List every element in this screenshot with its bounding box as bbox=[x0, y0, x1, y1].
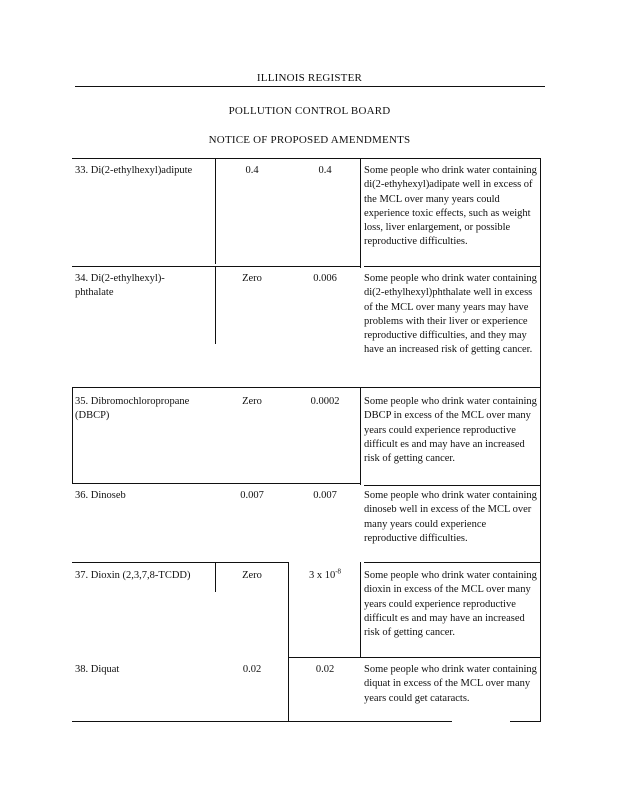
health-effect-text: Some people who drink water containing dioxin in excess of the MCL over many years could experience reproductive difficult es and may have an increased risk of getting cancer. bbox=[364, 570, 537, 639]
mclg-value: Zero bbox=[242, 570, 262, 581]
mclg-value: 0.4 bbox=[245, 165, 259, 176]
contaminant-name: 37. Dioxin (2,3,7,8-TCDD) bbox=[75, 570, 191, 581]
table-left-edge bbox=[72, 387, 73, 483]
row-divider bbox=[72, 483, 360, 484]
table-right-edge bbox=[540, 158, 541, 722]
mcl-value: 0.4 bbox=[318, 165, 332, 176]
row-divider bbox=[72, 387, 540, 388]
header-rule bbox=[75, 86, 545, 87]
mcl-value: 0.006 bbox=[313, 273, 337, 284]
health-effect-text: Some people who drink water containing DBCP in excess of the MCL over many years could experience reproductive difficult es and may have an increased risk of getting cancer. bbox=[364, 396, 537, 465]
notice-title: NOTICE OF PROPOSED AMENDMENTS bbox=[208, 134, 411, 146]
row-divider bbox=[364, 562, 540, 563]
mclg-value: Zero bbox=[242, 273, 262, 284]
contaminant-name: 33. Di(2-ethylhexyl)adipute bbox=[75, 165, 193, 176]
table-bottom-rule bbox=[72, 721, 452, 722]
mclg-value: 0.02 bbox=[242, 664, 262, 675]
row-divider bbox=[364, 485, 540, 486]
contaminant-name: 35. Dibromochloropropane (DBCP) bbox=[75, 396, 190, 422]
health-effect-text: Some people who drink water containing diquat in excess of the MCL over many years could get cataracts. bbox=[364, 664, 537, 704]
row-divider bbox=[72, 266, 360, 267]
row-divider bbox=[72, 562, 288, 563]
contaminant-name: 38. Diquat bbox=[75, 664, 120, 675]
mcl-value: 0.0002 bbox=[310, 396, 340, 407]
health-effect-text: Some people who drink water containing dinoseb well in excess of the MCL over many years could experience reproductive difficulties. bbox=[364, 490, 537, 544]
mclg-value: Zero bbox=[242, 396, 262, 407]
mcl-base: 3 x 10 bbox=[308, 570, 336, 581]
mcl-value: 0.02 bbox=[315, 664, 335, 675]
health-effect-text: Some people who drink water containing di(2-ethyhexyl)adipate well in excess of the MCL over many years could experience toxic effects, such as weight loss, liver enlargement, or possible reproductive difficulties. bbox=[364, 165, 537, 248]
table-bottom-rule bbox=[510, 721, 540, 722]
row-divider bbox=[364, 266, 540, 267]
mcl-exponent: -8 bbox=[335, 567, 342, 576]
contaminant-name: 34. Di(2-ethylhexyl)-phthalate bbox=[75, 273, 165, 299]
mcl-value: 0.007 bbox=[313, 490, 337, 501]
contaminant-name: 36. Dinoseb bbox=[75, 490, 126, 501]
row-divider bbox=[288, 657, 540, 658]
mcl-value bbox=[288, 569, 362, 583]
health-effect-text: Some people who drink water containing di(2-ethylhexyl)phthalate well in excess of the MCL over many years may have problems with their liver or experience reproductive difficulties, and they may have an increased risk of getting cancer. bbox=[364, 273, 537, 356]
mclg-value: 0.007 bbox=[240, 490, 264, 501]
col-divider bbox=[288, 562, 289, 722]
board-title: POLLUTION CONTROL BOARD bbox=[228, 105, 391, 117]
register-title: ILLINOIS REGISTER bbox=[256, 72, 363, 84]
table-top-rule bbox=[72, 158, 540, 159]
